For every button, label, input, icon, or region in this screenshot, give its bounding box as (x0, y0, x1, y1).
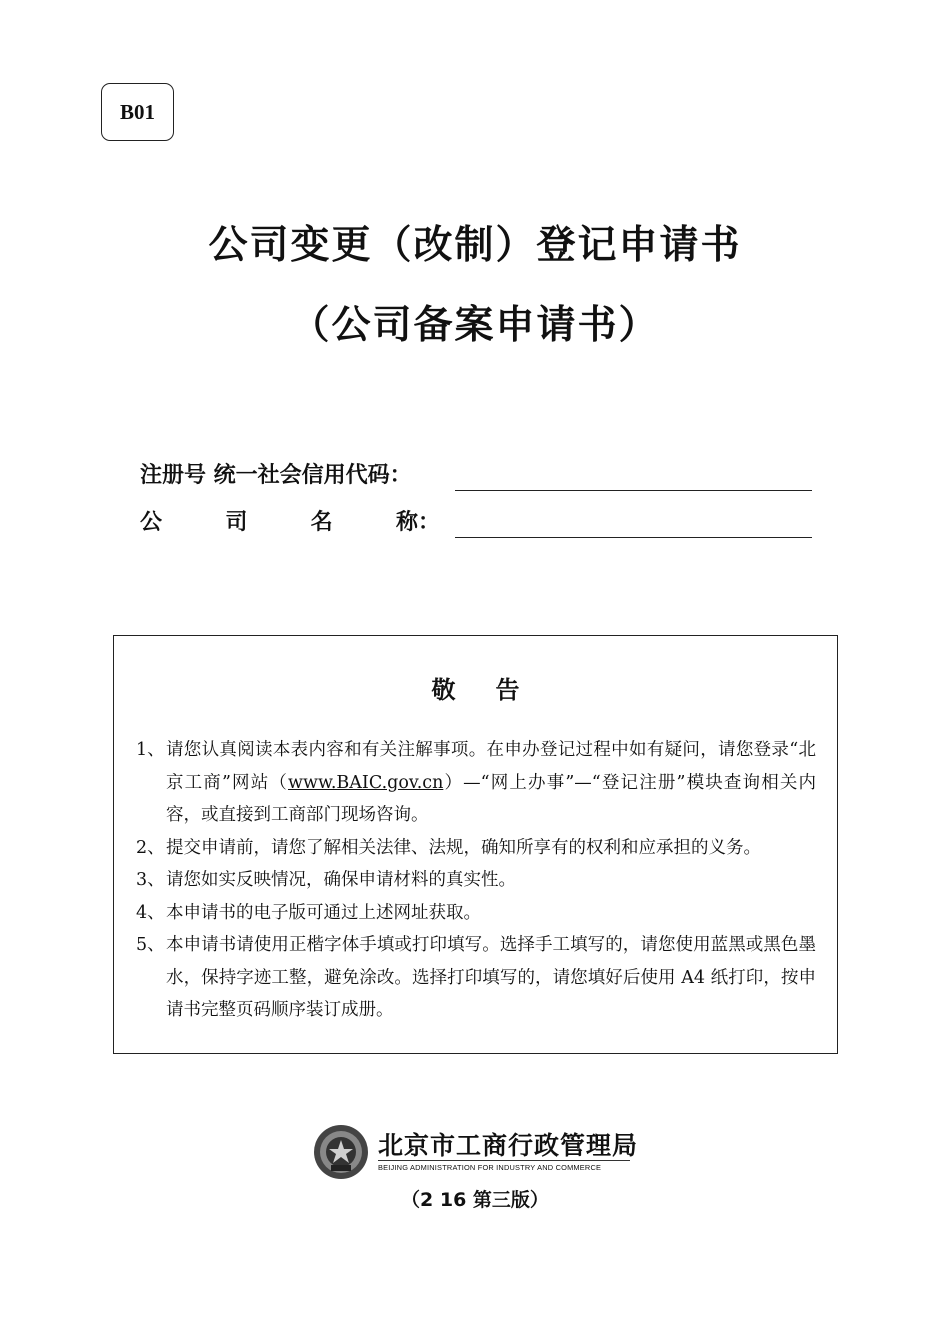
notice-item-text: 本申请书的电子版可通过上述网址获取。 (166, 902, 481, 923)
edition-label: （2 16 第三版） (401, 1189, 549, 1211)
company-name-field[interactable] (455, 537, 812, 538)
company-name-row (140, 505, 820, 541)
notice-item (136, 832, 816, 865)
label-char: 司 (225, 509, 248, 535)
website-link[interactable]: www.BAIC.gov.cn (288, 772, 444, 793)
notice-item-text: 请您认真阅读本表内容和有关注解事项。在申办登记过程中如有疑问，请您登录“北京工商”网站（ (166, 740, 816, 793)
agency-name: 北京市工商行政管理局 (378, 1131, 639, 1160)
notice-item (136, 864, 816, 897)
agency-name-english: BEIJING ADMINISTRATION FOR INDUSTRY AND COMMERCE (378, 1160, 630, 1172)
form-code: B01 (119, 99, 155, 124)
registration-number-field[interactable] (455, 490, 812, 491)
label-char: 称： (395, 509, 440, 535)
notice-item-number: 3、 (136, 870, 165, 890)
page-subtitle: （公司备案申请书） (290, 303, 660, 348)
form-code-badge (101, 83, 174, 141)
notice-box (113, 635, 838, 1054)
registration-number-label: 注册号 统一社会信用代码： (140, 462, 412, 488)
notice-list (136, 734, 816, 1027)
notice-item (136, 734, 816, 832)
notice-item-text: 提交申请前，请您了解相关法律、法规，确知所享有的权利和应承担的义务。 (166, 837, 761, 858)
registration-number-row (140, 458, 820, 494)
notice-item-number: 4、 (136, 902, 165, 923)
notice-item-text: 请您如实反映情况，确保申请材料的真实性。 (166, 870, 516, 890)
notice-item-number: 1、 (136, 740, 165, 760)
notice-item-text: 本申请书请使用正楷字体手填或打印填写。选择手工填写的，请您使用蓝黑或黑色墨水，保持字迹工整，避免涂改。选择打印填写的，请您填好后使用 A4 纸打印，按申请书完整页码顺序装订成册。 (166, 935, 816, 1020)
notice-item-number: 5、 (136, 935, 165, 955)
company-name-label (140, 505, 440, 536)
notice-item-text: ）—“网上办事”—“登记注册”模块查询相关内容，或直接到工商部门现场咨询。 (166, 772, 816, 825)
label-char: 公 (140, 509, 163, 535)
notice-item (136, 929, 816, 1027)
notice-item (136, 897, 816, 930)
national-emblem-icon (312, 1123, 370, 1181)
notice-title: 敬告 (431, 675, 560, 704)
page-title: 公司变更（改制）登记申请书 (208, 223, 742, 268)
label-char: 名 (310, 509, 333, 535)
notice-item-number: 2、 (136, 837, 165, 858)
